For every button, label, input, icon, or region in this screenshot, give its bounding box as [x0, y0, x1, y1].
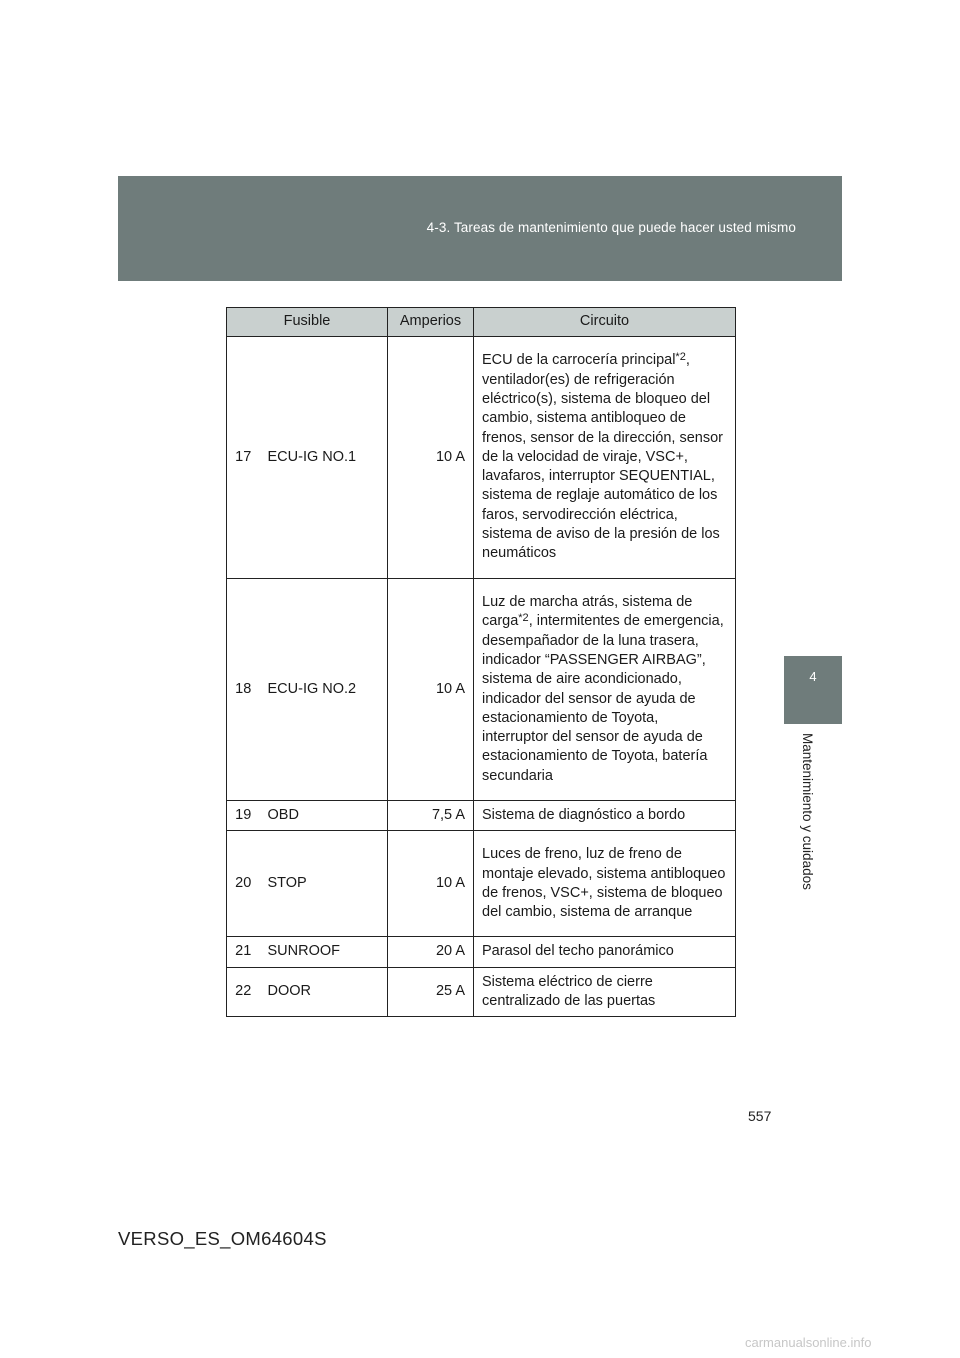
fuse-circuit	[474, 579, 736, 801]
header-amps: Amperios	[388, 308, 474, 337]
fuse-name: DOOR	[260, 967, 388, 1017]
table-header-row	[227, 308, 736, 337]
fuse-amps: 10 A	[388, 579, 474, 801]
fuse-number: 21	[227, 937, 260, 967]
fuse-name: OBD	[260, 801, 388, 831]
fuse-amps: 20 A	[388, 937, 474, 967]
footnote-marker: *2	[518, 612, 529, 625]
fuse-name: SUNROOF	[260, 937, 388, 967]
watermark: carmanualsonline.info	[745, 1335, 872, 1350]
fuse-name: ECU-IG NO.2	[260, 579, 388, 801]
fuse-amps: 25 A	[388, 967, 474, 1017]
table-row	[227, 937, 736, 967]
header-fuse: Fusible	[227, 308, 388, 337]
fuse-amps: 10 A	[388, 831, 474, 937]
circuit-text: Luz de marcha atrás, sistema de carga	[482, 594, 693, 630]
fuse-circuit: Luces de freno, luz de freno de montaje elevado, sistema antibloqueo de frenos, VSC+, sistema de bloqueo del cambio, sistema de arranque	[474, 831, 736, 937]
fuse-number: 22	[227, 967, 260, 1017]
fuse-circuit	[474, 337, 736, 579]
fuse-amps: 7,5 A	[388, 801, 474, 831]
chapter-tab	[784, 656, 842, 724]
circuit-text: ECU de la carrocería principal	[482, 352, 676, 369]
chapter-number: 4	[809, 669, 817, 684]
table-row	[227, 579, 736, 801]
header-circuit: Circuito	[474, 308, 736, 337]
fuse-amps: 10 A	[388, 337, 474, 579]
circuit-text: , intermitentes de emergencia, desempañador de la luna trasera, indicador “PASSENGER AIRBAG”, sistema de aire acondicionado, indicador del sensor de ayuda de estacionamiento de Toyota, interruptor del sensor de ayuda de estacionamiento de Toyota, batería secundaria	[482, 613, 724, 784]
table-row	[227, 801, 736, 831]
section-title: 4-3. Tareas de mantenimiento que puede hacer usted mismo	[426, 220, 796, 235]
fuse-name: STOP	[260, 831, 388, 937]
fuse-number: 20	[227, 831, 260, 937]
section-header-band	[118, 176, 842, 281]
document-code: VERSO_ES_OM64604S	[118, 1228, 327, 1249]
chapter-label: Mantenimiento y cuidados	[800, 733, 815, 890]
footnote-marker: *2	[675, 351, 686, 364]
fuse-number: 18	[227, 579, 260, 801]
fuse-table	[226, 307, 736, 1017]
page-number: 557	[748, 1108, 772, 1124]
fuse-circuit: Parasol del techo panorámico	[474, 937, 736, 967]
circuit-text: , ventilador(es) de refrigeración eléctrico(s), sistema de bloqueo del cambio, sistema antibloqueo de frenos, sensor de la dirección, sensor de la velocidad de viraje, VSC+, lavafaros, interruptor SEQUENTIAL, sistema de reglaje automático de los faros, servodirección eléctrica, sistema de aviso de la presión de los neumáticos	[482, 352, 723, 562]
fuse-circuit: Sistema eléctrico de cierre centralizado de las puertas	[474, 967, 736, 1017]
fuse-number: 19	[227, 801, 260, 831]
fuse-number: 17	[227, 337, 260, 579]
table-row	[227, 831, 736, 937]
fuse-name: ECU-IG NO.1	[260, 337, 388, 579]
table-row	[227, 337, 736, 579]
table-row	[227, 967, 736, 1017]
fuse-circuit: Sistema de diagnóstico a bordo	[474, 801, 736, 831]
